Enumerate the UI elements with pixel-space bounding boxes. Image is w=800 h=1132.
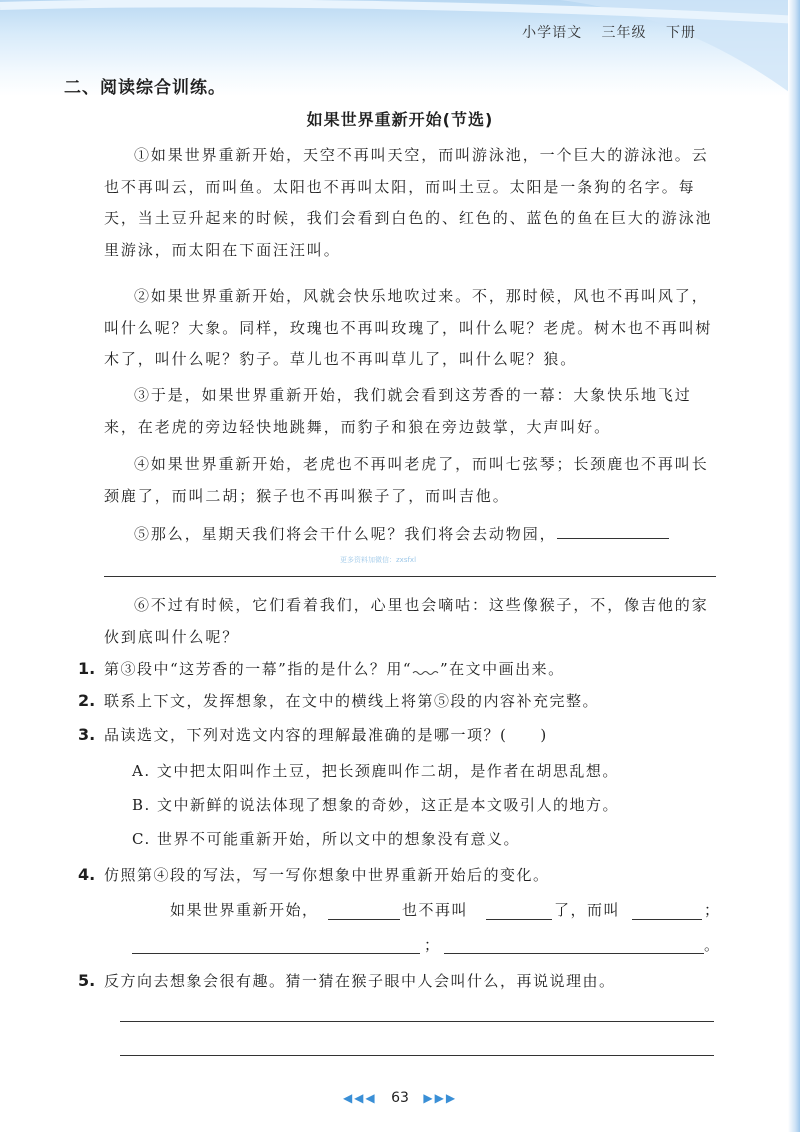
question-5-answer-line-1[interactable] [120,1021,714,1022]
question-4 [78,862,720,888]
question-4-semicolon-1: ； [704,901,721,919]
question-4-blank-1[interactable] [328,919,400,920]
question-2-text: 联系上下文，发挥想象，在文中的横线上将第⑤段的内容补充完整。 [104,692,600,710]
previous-page-arrows: ◀◀◀ [342,1091,377,1105]
question-1 [78,656,720,682]
book-subject: 小学语文 [522,25,583,41]
paragraph-4: ④如果世界重新开始，老虎也不再叫老虎了，而叫七弦琴；长颈鹿也不再叫长颈鹿了，而叫二胡；猴子也不再叫猴子了，而叫吉他。 [104,455,709,505]
next-page-arrows: ▶▶▶ [423,1091,458,1105]
watermark: 更多资料加微信：zxsfxl [340,556,417,564]
question-4-text: 仿照第④段的写法，写一写你想象中世界重新开始后的变化。 [104,866,550,884]
wavy-underline-icon [412,662,440,676]
question-3-option-b[interactable]: B. 文中新鲜的说法体现了想象的奇妙，这正是本文吸引人的地方。 [132,796,620,814]
section-title: 二、阅读综合训练。 [64,78,226,98]
question-4-blank-5[interactable] [444,953,704,954]
question-4-blank-2[interactable] [486,919,552,920]
paragraph-5-text: ⑤那么，星期天我们将会干什么呢？我们将会去动物园， [134,525,557,543]
question-4-fill-prefix: 如果世界重新开始， [170,901,319,919]
question-1-text-before: 第③段中“这芳香的一幕”指的是什么？用“ [104,660,413,678]
paragraph-3: ③于是，如果世界重新开始，我们就会看到这芳香的一幕：大象快乐地飞过来，在老虎的旁边轻快地跳舞，而豹子和狼在旁边鼓掌，大声叫好。 [104,386,692,436]
book-info [508,22,696,42]
question-3-number: 3. [78,725,96,744]
question-3 [78,722,720,748]
paragraph-5 [104,518,716,551]
question-4-blank-4[interactable] [132,953,420,954]
paragraph-1: ①如果世界重新开始，天空不再叫天空，而叫游泳池，一个巨大的游泳池。云也不再叫云，而叫鱼。太阳也不再叫太阳，而叫土豆。太阳是一条狗的名字。每天，当土豆升起来的时候，我们会看到白色的、红色的、蓝色的鱼在巨大的游泳池里游泳，而太阳在下面汪汪叫。 [104,146,713,259]
page-edge-decoration [788,0,800,1132]
book-volume: 下册 [666,25,696,41]
question-4-period: 。 [704,936,721,954]
question-4-semicolon-2: ； [424,936,441,954]
question-4-blank-3[interactable] [632,919,702,920]
paragraph-6: ⑥不过有时候，它们看着我们，心里也会嘀咕：这些像猴子，不，像吉他的家伙到底叫什么呢？ [104,596,709,646]
question-3-option-a[interactable]: A. 文中把太阳叫作土豆，把长颈鹿叫作二胡，是作者在胡思乱想。 [132,762,619,780]
question-3-text: 品读选文，下列对选文内容的理解最准确的是哪一项？( ) [104,726,548,744]
article-title: 如果世界重新开始(节选) [306,110,494,129]
page-footer [0,1090,800,1106]
question-5 [78,968,720,994]
paragraph-2: ②如果世界重新开始，风就会快乐地吹过来。不，那时候，风也不再叫风了，叫什么呢？大象。同样，玫瑰也不再叫玫瑰了，叫什么呢？老虎。树木也不再叫树木了，叫什么呢？豹子。草儿也不再叫草儿了，叫什么呢？狼。 [104,287,713,368]
question-1-text-after: ”在文中画出来。 [440,660,565,678]
question-3-option-c[interactable]: C. 世界不可能重新开始，所以文中的想象没有意义。 [132,830,520,848]
question-2 [78,688,720,714]
book-grade: 三年级 [601,25,647,41]
paragraph-5-answer-blank[interactable] [557,518,669,539]
page-number: 63 [391,1090,409,1106]
question-4-number: 4. [78,865,96,884]
question-5-number: 5. [78,971,96,990]
question-5-answer-line-2[interactable] [120,1055,714,1056]
question-2-number: 2. [78,691,96,710]
question-5-text: 反方向去想象会很有趣。猜一猜在猴子眼中人会叫什么，再说说理由。 [104,972,616,990]
question-1-number: 1. [78,659,96,678]
paragraph-5-answer-line[interactable] [104,576,716,577]
question-4-fill-mid1: 也不再叫 [402,901,469,919]
question-4-fill-mid2: 了，而叫 [554,901,621,919]
